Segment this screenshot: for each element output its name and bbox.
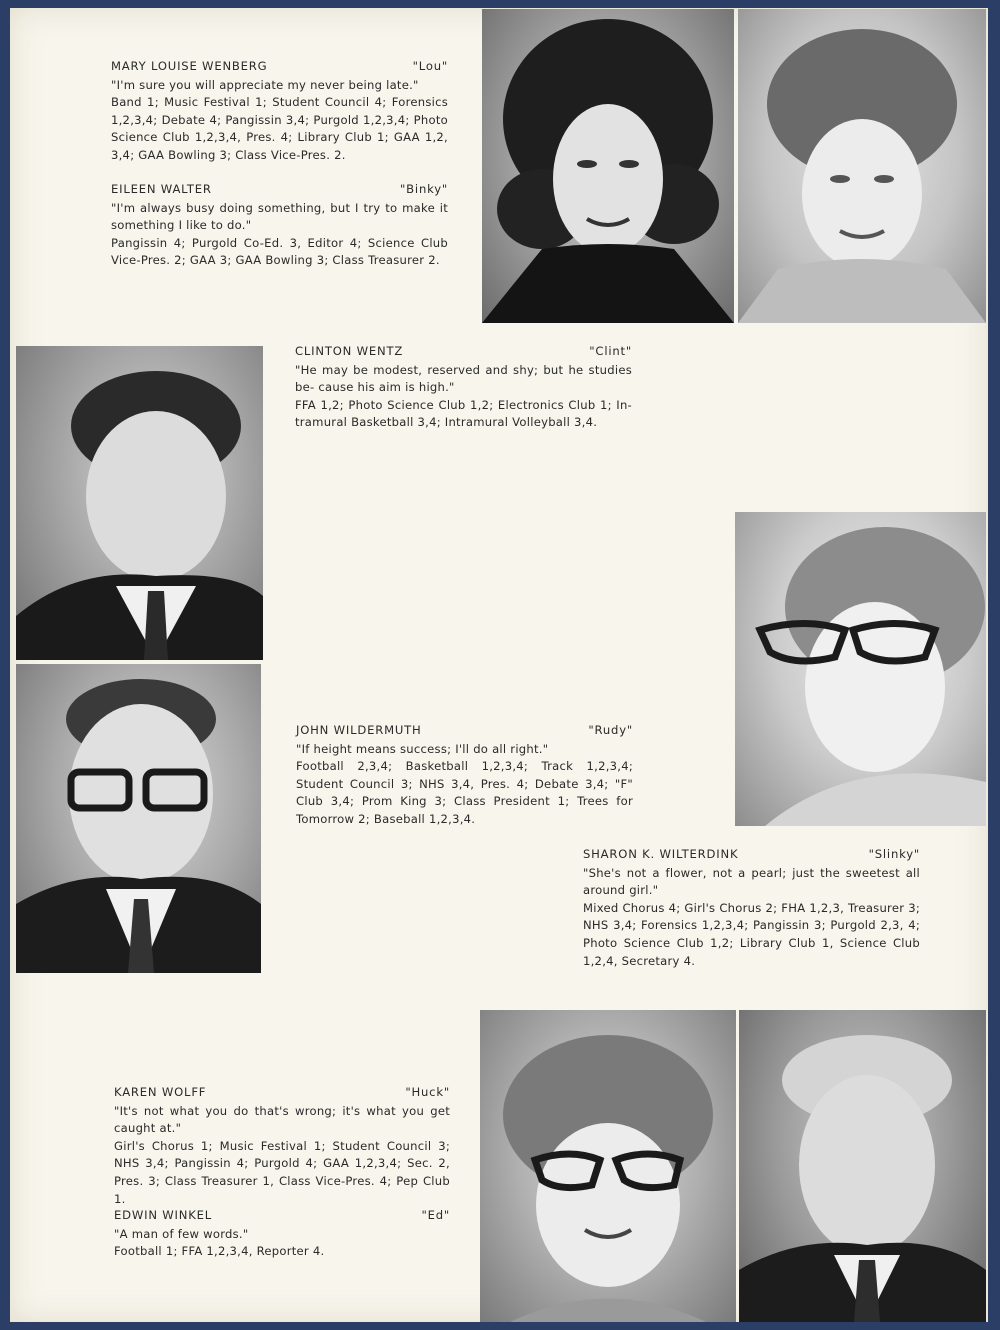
entry-header	[111, 181, 448, 199]
student-activities: Band 1; Music Festival 1; Student Council 4; Forensics 1,2,3,4; Debate 4; Pangissin 3,4; Purgold 1,2,3,4; Photo Science Club 1,2,3,4, Pres. 4; Library Club 1; GAA 1,2, 3,4; GAA Bowling 3; Class Vice-Pres. 2.	[111, 95, 448, 162]
portrait-clinton-wentz	[16, 346, 263, 660]
entry-eileen-walter	[111, 181, 448, 270]
student-nickname: "Huck"	[405, 1085, 450, 1099]
entry-header	[114, 1207, 450, 1225]
student-name: JOHN WILDERMUTH	[296, 723, 422, 737]
student-activities: FFA 1,2; Photo Science Club 1,2; Electronics Club 1; In- tramural Basketball 3,4; Intramural Volleyball 3,4.	[295, 397, 632, 430]
entry-karen-wolff	[114, 1084, 450, 1208]
student-name: EDWIN WINKEL	[114, 1208, 213, 1222]
student-nickname: "Rudy"	[588, 723, 633, 737]
student-nickname: "Binky"	[400, 182, 448, 196]
entry-john-wildermuth	[296, 722, 633, 829]
entry-edwin-winkel	[114, 1207, 450, 1261]
portrait-edwin-winkel	[739, 1010, 986, 1322]
student-nickname: "Ed"	[421, 1208, 450, 1222]
entry-header	[295, 343, 632, 361]
student-activities: Football 2,3,4; Basketball 1,2,3,4; Track 1,2,3,4; Student Council 3; NHS 3,4, Pres. 4; Debate 3,4; "F" Club 3,4; Prom King 3; Class President 1; Trees for Tomorrow 2; Baseball 1,2,3,4.	[296, 759, 633, 826]
student-name: KAREN WOLFF	[114, 1085, 207, 1099]
student-name: EILEEN WALTER	[111, 182, 212, 196]
entry-header	[583, 846, 920, 864]
student-nickname: "Slinky"	[868, 847, 920, 861]
student-quote: "I'm sure you will appreciate my never being late."	[111, 77, 419, 92]
student-activities: Girl's Chorus 1; Music Festival 1; Student Council 3; NHS 3,4; Pangissin 4; Purgold 4; GAA 1,2,3,4; Sec. 2, Pres. 3; Class Treasurer 1, Class Vice-Pres. 4; Pep Club 1.	[114, 1138, 450, 1206]
student-quote: "A man of few words."	[114, 1226, 249, 1241]
portrait-eileen-walter	[738, 9, 986, 323]
student-nickname: "Lou"	[412, 59, 448, 73]
yearbook-page	[10, 8, 988, 1322]
entry-header	[111, 58, 448, 76]
student-activities: Mixed Chorus 4; Girl's Chorus 2; FHA 1,2,3, Treasurer 3; NHS 3,4; Forensics 1,2,3,4; Pangissin 3; Purgold 2,3, 4; Photo Science Club 1,2; Library Club 1, Science Club 1,2,4, Secretary 4.	[583, 900, 920, 968]
entry-header	[114, 1084, 450, 1102]
entry-header	[296, 722, 633, 740]
portrait-sharon-k-wilterdink	[735, 512, 986, 826]
student-activities: Football 1; FFA 1,2,3,4, Reporter 4.	[114, 1244, 325, 1259]
student-nickname: "Clint"	[589, 344, 632, 358]
entry-clinton-wentz	[295, 343, 632, 432]
student-name: CLINTON WENTZ	[295, 344, 404, 358]
student-quote: "If height means success; I'll do all right."	[296, 741, 549, 756]
portrait-john-wildermuth	[16, 664, 261, 973]
portrait-karen-wolff	[480, 1010, 736, 1322]
student-activities: Pangissin 4; Purgold Co-Ed. 3, Editor 4; Science Club Vice-Pres. 2; GAA 3; GAA Bowling 3; Class Treasurer 2.	[111, 235, 448, 268]
entry-mary-louise-wenberg	[111, 58, 448, 165]
student-name: SHARON K. WILTERDINK	[583, 847, 739, 861]
student-quote: "It's not what you do that's wrong; it's what you get caught at."	[114, 1103, 450, 1136]
student-quote: "I'm always busy doing something, but I try to make it something I like to do."	[111, 200, 448, 233]
portrait-mary-louise-wenberg	[482, 9, 734, 323]
student-quote: "She's not a flower, not a pearl; just the sweetest all around girl."	[583, 865, 920, 898]
student-quote: "He may be modest, reserved and shy; but he studies be- cause his aim is high."	[295, 362, 632, 395]
student-name: MARY LOUISE WENBERG	[111, 59, 268, 73]
entry-sharon-k-wilterdink	[583, 846, 920, 970]
